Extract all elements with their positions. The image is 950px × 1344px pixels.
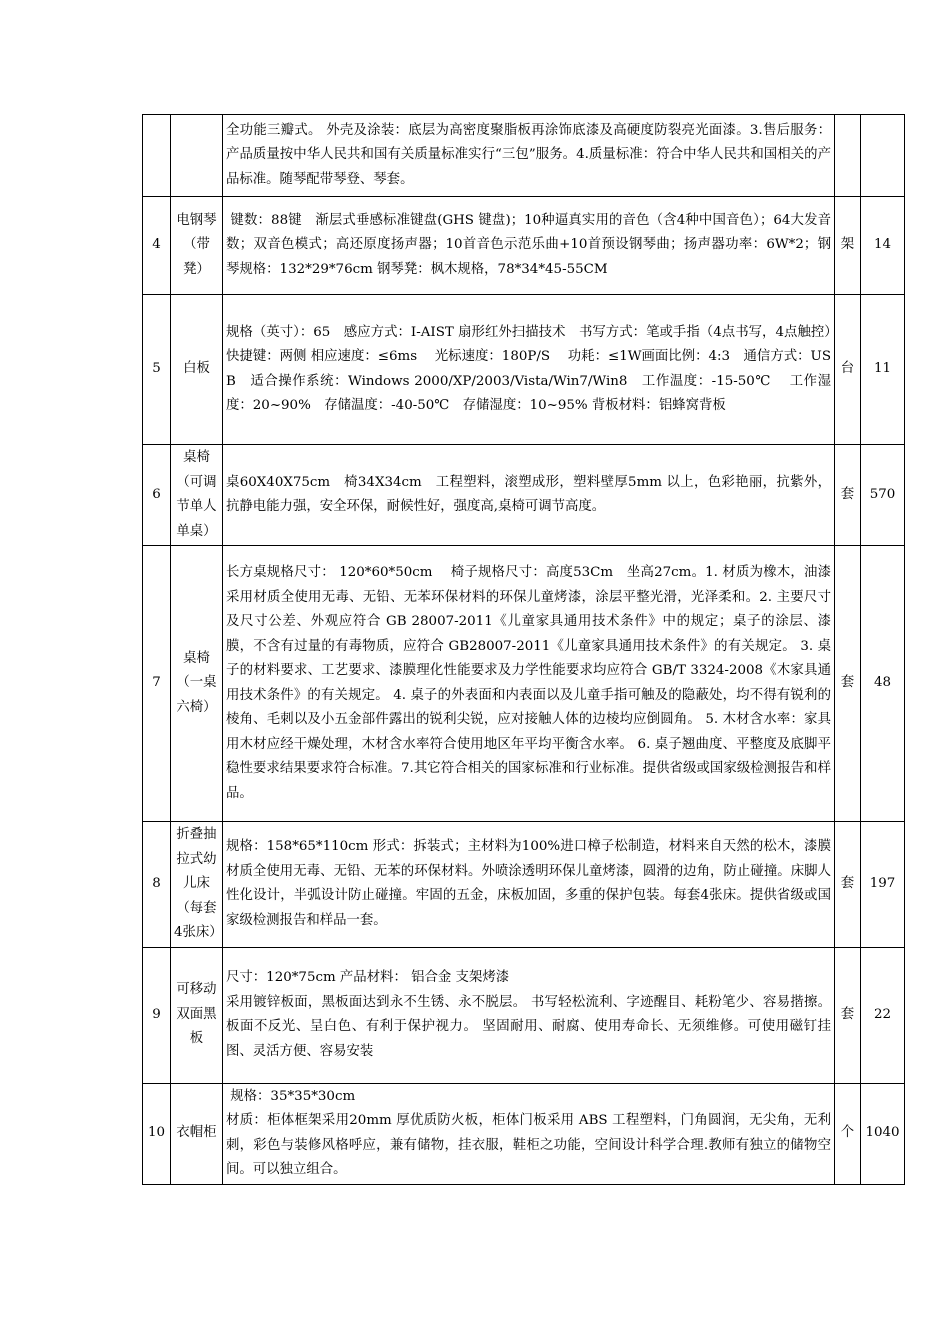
row-number: 5 (143, 295, 171, 445)
item-quantity: 14 (861, 197, 905, 295)
item-description: 规格（英寸）：65 感应方式：I-AIST 扇形红外扫描技术 书写方式：笔或手指（4点书写，4点触控） 快捷键：两侧 相应速度：≤6ms 光标速度：180P/S 功耗：≤1W画面比例：4:3 通信方式：USB 适合操作系统：Windows 2000/XP/2003/Vista/Win7/Win8 工作温度：-15-50℃ 工作湿度：20~90% 存储温度：-40-50℃ 存储湿度：10~95% 背板材料：铝蜂窝背板 (223, 295, 835, 445)
item-quantity: 48 (861, 546, 905, 822)
item-name (171, 115, 223, 197)
item-description: 桌60X40X75cm 椅34X34cm 工程塑料，滚塑成形，塑料壁厚5mm 以上，色彩艳丽，抗紫外，抗静电能力强，安全环保，耐候性好，强度高,桌椅可调节高度。 (223, 445, 835, 546)
item-quantity: 570 (861, 445, 905, 546)
item-description: 全功能三瓣式。 外壳及涂装：底层为高密度聚脂板再涂饰底漆及高硬度防裂亮光面漆。3.售后服务：产品质量按中华人民共和国有关质量标准实行“三包”服务。4.质量标准：符合中华人民共和国相关的产品标准。随琴配带琴登、琴套。 (223, 115, 835, 197)
table-row (143, 295, 905, 445)
item-unit: 台 (835, 295, 861, 445)
item-description: 规格：158*65*110cm 形式：拆装式；主材料为100%进口樟子松制造，材料来自天然的松木，漆膜材质全使用无毒、无铅、无苯的环保材料。外喷涂透明环保儿童烤漆，圆滑的边角，防止碰撞。床脚人性化设计，半弧设计防止碰撞。牢固的五金，床板加固，多重的保护包装。每套4张床。提供省级或国家级检测报告和样品一套。 (223, 822, 835, 948)
item-description: 规格：35*35*30cm 材质：柜体框架采用20mm 厚优质防火板，柜体门板采用 ABS 工程塑料，门角圆润，无尖角，无利刺，彩色与装修风格呼应，兼有储物，挂衣服，鞋柜之功能，空间设计科学合理.教师有独立的储物空间。可以独立组合。 (223, 1083, 835, 1184)
item-quantity: 1040 (861, 1083, 905, 1184)
item-quantity: 22 (861, 947, 905, 1083)
item-name: 衣帽柜 (171, 1083, 223, 1184)
row-number: 10 (143, 1083, 171, 1184)
row-number (143, 115, 171, 197)
item-description: 长方桌规格尺寸： 120*60*50cm 椅子规格尺寸：高度53Cm 坐高27cm。1. 材质为橡木，油漆采用材质全使用无毒、无铅、无苯环保材料的环保儿童烤漆，涂层平整光滑，光泽柔和。2. 主要尺寸及尺寸公差、外观应符合 GB 28007-2011《儿童家具通用技术条件》中的规定；桌子的涂层、漆膜，不含有过量的有毒物质，应符合 GB28007-2011《儿童家具通用技术条件》的有关规定。 3. 桌子的材料要求、工艺要求、漆膜理化性能要求及力学性能要求均应符合 GB/T 3324-2008《木家具通用技术条件》的有关规定。 4. 桌子的外表面和内表面以及儿童手指可触及的隐蔽处，均不得有锐利的棱角、毛刺以及小五金部件露出的锐利尖锐，应对接触人体的边棱均应倒圆角。 5. 木材含水率：家具用木材应经干燥处理，木材含水率符合使用地区年平均平衡含水率。 6. 桌子翘曲度、平整度及底脚平稳性要求结果要求符合标准。7.其它符合相关的国家标准和行业标准。提供省级或国家级检测报告和样品。 (223, 546, 835, 822)
table-row (143, 1083, 905, 1184)
item-name: 白板 (171, 295, 223, 445)
table-row (143, 546, 905, 822)
row-number: 7 (143, 546, 171, 822)
item-quantity (861, 115, 905, 197)
item-unit: 架 (835, 197, 861, 295)
item-quantity: 11 (861, 295, 905, 445)
item-name: 桌椅（可调节单人单桌） (171, 445, 223, 546)
item-unit: 套 (835, 546, 861, 822)
table-row (143, 445, 905, 546)
item-unit (835, 115, 861, 197)
table-row (143, 947, 905, 1083)
table-row (143, 197, 905, 295)
table-row (143, 115, 905, 197)
item-name: 桌椅（一桌六椅） (171, 546, 223, 822)
item-unit: 套 (835, 947, 861, 1083)
item-name: 折叠抽拉式幼儿床（每套4张床） (171, 822, 223, 948)
item-name: 可移动双面黑板 (171, 947, 223, 1083)
row-number: 8 (143, 822, 171, 948)
table-row (143, 822, 905, 948)
equipment-spec-table (142, 114, 905, 1185)
item-name: 电钢琴（带凳） (171, 197, 223, 295)
item-quantity: 197 (861, 822, 905, 948)
row-number: 9 (143, 947, 171, 1083)
item-unit: 套 (835, 822, 861, 948)
item-description: 尺寸：120*75cm 产品材料： 铝合金 支架烤漆 采用镀锌板面，黑板面达到永不生锈、永不脱层。 书写轻松流利、字迹醒目、耗粉笔少、容易揩擦。 板面不反光、呈白色、有利于保护视力。 坚固耐用、耐腐、使用寿命长、无须维修。可使用磁钉挂图、灵活方便、容易安装 (223, 947, 835, 1083)
item-description: 键数：88键 渐层式垂感标准键盘(GHS 键盘)；10种逼真实用的音色（含4种中国音色）；64大发音数；双音色模式；高还原度扬声器；10首音色示范乐曲+10首预设钢琴曲；扬声器功率：6W*2；钢琴规格：132*29*76cm 钢琴凳：枫木规格，78*34*45-55CM (223, 197, 835, 295)
item-unit: 套 (835, 445, 861, 546)
row-number: 6 (143, 445, 171, 546)
row-number: 4 (143, 197, 171, 295)
item-unit: 个 (835, 1083, 861, 1184)
